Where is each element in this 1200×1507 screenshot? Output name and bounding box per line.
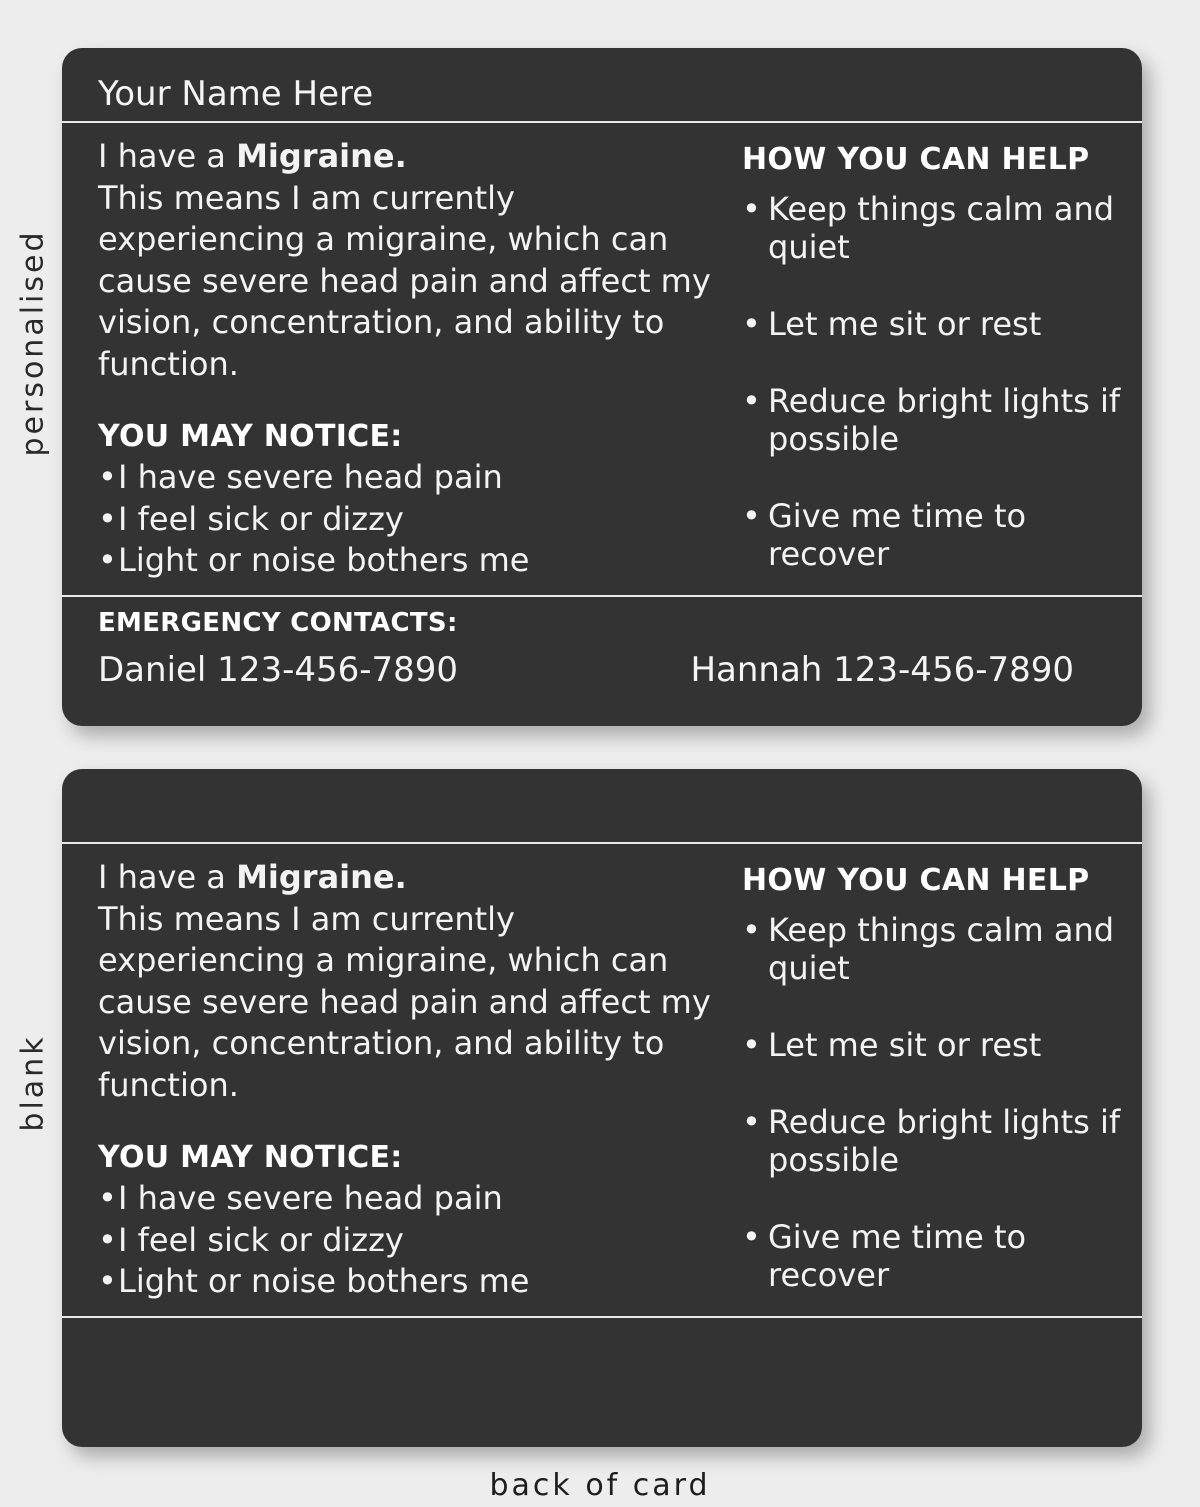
emergency-contact-1: Daniel 123-456-7890 (98, 650, 459, 690)
help-item: • Give me time to recover (742, 1218, 1027, 1294)
condition-section (98, 136, 718, 582)
help-section (742, 861, 1122, 1333)
notice-item: •I have severe head pain (98, 1179, 503, 1217)
help-section (742, 140, 1122, 612)
condition-description: This means I am currently experiencing a migraine, which can cause severe head pain and affect my vision, concentration, and ability to function. (98, 899, 711, 1104)
help-item: • Reduce bright lights if possible (742, 1103, 1121, 1179)
emergency-contact-2: Hannah 123-456-7890 (690, 650, 1074, 690)
help-item: • Let me sit or rest (742, 1026, 1042, 1064)
blank-label: blank (15, 1034, 51, 1132)
notice-item: •I feel sick or dizzy (98, 1220, 404, 1259)
blank-card (62, 769, 1142, 1447)
condition-section (98, 857, 718, 1303)
bottom-divider (62, 1316, 1142, 1318)
back-of-card-caption: back of card (489, 1468, 711, 1503)
condition-name: Migraine. (236, 137, 407, 175)
top-divider (62, 121, 1142, 123)
help-item: • Reduce bright lights if possible (742, 382, 1121, 458)
help-item: • Keep things calm and quiet (742, 190, 1115, 266)
condition-name: Migraine. (236, 858, 407, 896)
notice-item: •I have severe head pain (98, 458, 503, 496)
condition-intro: I have a Migraine. This means I am currently experiencing a migraine, which can cause severe head pain and affect my vision, concentration, and ability to function. (98, 858, 711, 1104)
notice-item: •Light or noise bothers me (98, 1262, 530, 1300)
emergency-heading: EMERGENCY CONTACTS: (98, 608, 458, 638)
condition-description: This means I am currently experiencing a migraine, which can cause severe head pain and affect my vision, concentration, and ability to function. (98, 178, 711, 383)
notice-heading: YOU MAY NOTICE: (98, 419, 403, 454)
notice-item: •Light or noise bothers me (98, 541, 530, 579)
help-list (742, 190, 1122, 573)
help-heading: HOW YOU CAN HELP (742, 142, 1090, 177)
help-item: • Let me sit or rest (742, 305, 1042, 343)
bottom-divider (62, 595, 1142, 597)
help-item: • Keep things calm and quiet (742, 911, 1115, 987)
condition-intro: I have a Migraine. This means I am currently experiencing a migraine, which can cause severe head pain and affect my vision, concentration, and ability to function. (98, 137, 711, 383)
help-heading: HOW YOU CAN HELP (742, 863, 1090, 898)
personalised-label: personalised (15, 229, 51, 457)
personalised-card (62, 48, 1142, 726)
notice-list (98, 457, 718, 582)
help-item: • Give me time to recover (742, 497, 1027, 573)
notice-item: •I feel sick or dizzy (98, 499, 404, 538)
notice-list (98, 1178, 718, 1303)
card-name: Your Name Here (98, 74, 374, 114)
notice-heading: YOU MAY NOTICE: (98, 1140, 403, 1175)
help-list (742, 911, 1122, 1294)
top-divider (62, 842, 1142, 844)
